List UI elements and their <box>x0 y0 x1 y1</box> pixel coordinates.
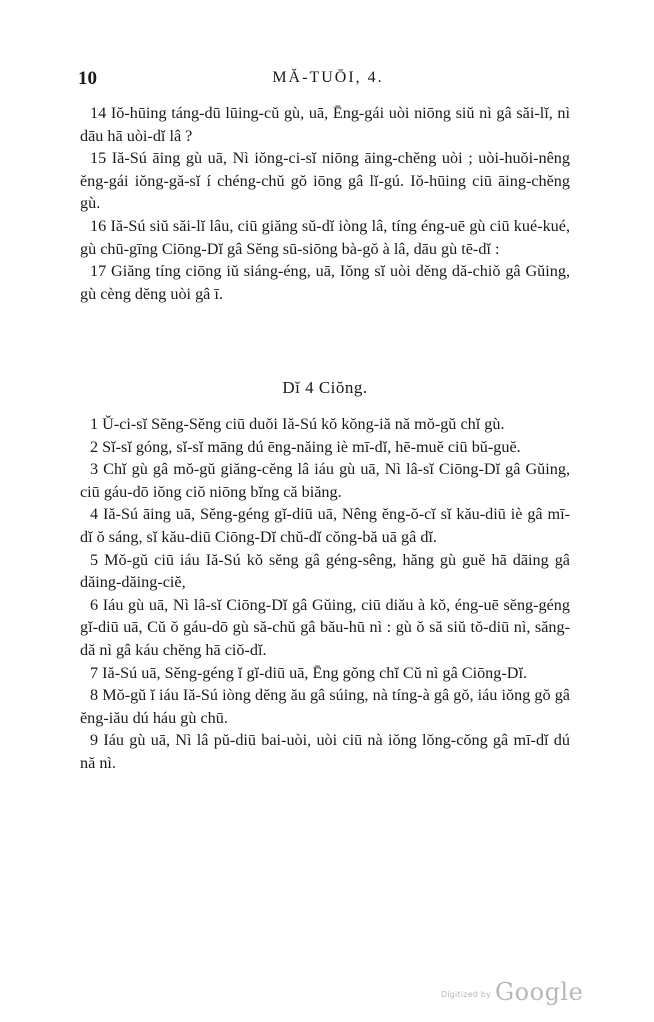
verse: 2 Sĭ-sĭ góng, sĭ-sĭ māng dú ēng-năing iè mī-dĭ, hē-muĕ ciū bŭ-guĕ. <box>90 437 521 456</box>
watermark-caption: Digitized by <box>441 990 491 999</box>
verse: 15 Iă-Sú āing gù uā, Nì iŏng-ci-sĭ niōng āing-chĕng uòi ; uòi-huŏi-nêng ĕng-gái iŏng-gă-sĭ í chéng-chŭ gŏ iōng gâ lĭ-gú. Iŏ-hūing ciū āing-chĕng gù. <box>80 149 570 213</box>
page-number: 10 <box>78 68 97 89</box>
verses-block-chapter-4 <box>80 413 570 775</box>
digitized-watermark <box>441 978 584 1006</box>
verse: 6 Iáu gù uā, Nì lâ-sĭ Ciōng-Dĭ gâ Gŭing, ciū diău à kŏ, éng-uē sĕng-géng gĭ-diū uā, Cŭ ŏ gáu-dō gù să-chŭ gâ bău-hū nì : gù ŏ să siŭ tŏ-diū nì, săng-dă nì gâ káu chĕng hā ciŏ-dĭ. <box>80 595 570 659</box>
verse: 8 Mŏ-gŭ ĭ iáu Iă-Sú iòng dĕng ău gâ súing, nà tíng-à gâ gŏ, iáu iŏng gŏ gâ ĕng-iău dú háu gù chū. <box>80 686 570 727</box>
google-logo: Google <box>495 978 584 1006</box>
chapter-heading: Dĭ 4 Ciŏng. <box>282 378 368 397</box>
verse: 16 Iă-Sú siŭ săi-lĭ lâu, ciū giăng sŭ-dĭ iòng lâ, tíng éng-uē gù ciū kué-kué, gù chū-gīng Ciōng-Dĭ gâ Sĕng sū-siōng bà-gŏ à lâ, dāu gù tē-dĭ : <box>80 216 570 258</box>
verse: 14 Iŏ-hūing táng-dū lūing-cŭ gù, uā, Ēng-gái uòi niōng siŭ nì gâ săi-lĭ, nì dāu hā uòi-dĭ lâ ? <box>80 104 570 145</box>
verse: 3 Chĭ gù gâ mŏ-gŭ giăng-cĕng lâ iáu gù uā, Nì lâ-sĭ Ciōng-Dĭ gâ Gŭing, ciū gáu-dō iŏng ciŏ niōng bĭng că biăng. <box>80 460 570 501</box>
running-head <box>78 68 578 92</box>
verses-block-chapter-3 <box>80 102 570 305</box>
verse: 7 Iă-Sú uā, Sĕng-géng ĭ gĭ-diū uā, Ēng gŏng chĭ Cŭ nì gâ Ciōng-Dĭ. <box>90 663 527 682</box>
verse: 17 Giăng tíng ciōng iŭ siáng-éng, uā, Iŏng sĭ uòi dĕng dă-chiŏ gâ Gŭing, gù cèng dĕng uòi gâ ī. <box>80 262 570 303</box>
verse: 9 Iáu gù uā, Nì lâ pŭ-diū bai-uòi, uòi ciū nà iŏng lŏng-cŏng gâ mī-dĭ dú nă nì. <box>80 731 570 772</box>
running-title: MĂ-TUŌI, 4. <box>272 69 384 86</box>
verse: 4 Iă-Sú āing uā, Sĕng-géng gĭ-diū uā, Nêng ĕng-ŏ-cĭ sĭ kău-diū iè gâ mī-dĭ ŏ sáng, sĭ kău-diū Ciōng-Dĭ chŭ-dĭ cŏng-bă uā gâ dĭ. <box>80 505 570 546</box>
verse: 5 Mŏ-gŭ ciū iáu Iă-Sú kŏ sĕng gâ géng-sêng, hăng gù guĕ hā dāing gâ dăing-dăing-ciĕ, <box>80 550 570 592</box>
verse: 1 Ŭ-ci-sĭ Sĕng-Sĕng ciū duŏi Iă-Sú kŏ kŏng-iă nă mŏ-gŭ chĭ gù. <box>90 415 505 433</box>
